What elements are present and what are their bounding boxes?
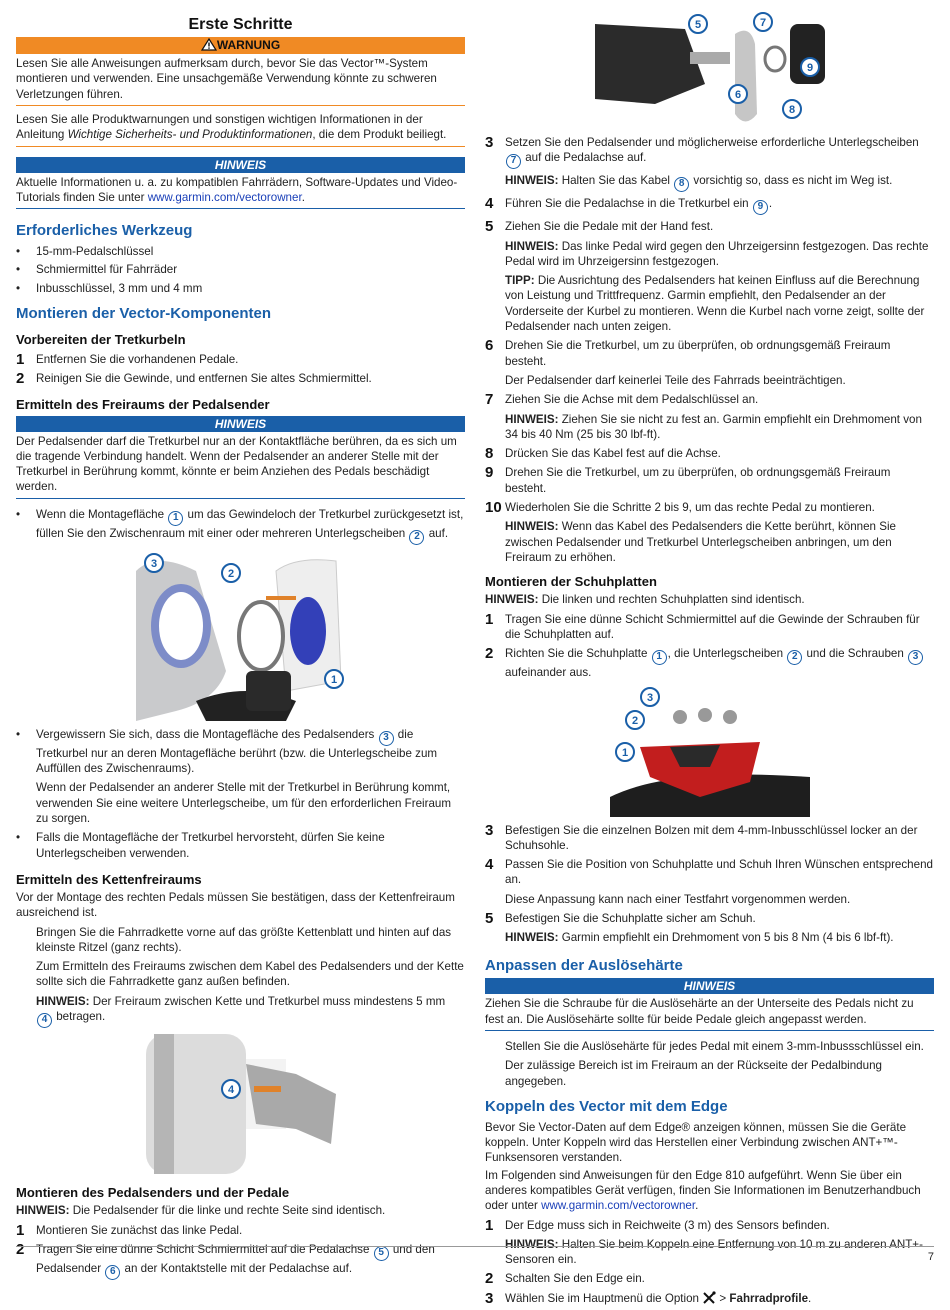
list-item: 3 Wählen Sie im Hauptmenü die Option > Fahrradprofile. <box>485 1289 812 1307</box>
pedal-heading: Montieren des Pedalsenders und der Pedale <box>16 1185 290 1201</box>
list-item: • Inbusschlüssel, 3 mm und 4 mm <box>16 281 465 296</box>
prep-heading: Vorbereiten der Tretkurbeln <box>16 331 186 347</box>
svg-text:9: 9 <box>806 62 813 74</box>
pair-paragraph: Bevor Sie Vector-Daten auf dem Edge® anzeigen können, müssen Sie die Geräte koppeln. Unter Koppeln wird das Herstellen einer Verbindung zwischen ANT+™-Funksensoren verstanden. <box>485 1120 907 1165</box>
list-item: 4 Passen Sie die Position von Schuhplatte und Schuh Ihren Wünschen entsprechend an. <box>485 856 933 887</box>
svg-text:1: 1 <box>621 746 628 759</box>
list-item: 8 Drücken Sie das Kabel fest auf die Achse. <box>485 445 721 463</box>
page-title: Erste Schritte <box>188 16 293 33</box>
wrench-screwdriver-icon <box>702 1291 716 1304</box>
callout-1-icon: 1 <box>652 650 667 665</box>
callout-3-icon: 3 <box>379 731 394 746</box>
svg-text:2: 2 <box>631 714 638 727</box>
pedal-assembly-figure <box>595 4 825 129</box>
warning-label: WARNUNG <box>216 38 281 53</box>
list-item: 9 Drehen Sie die Tretkurbel, um zu überprüfen, ob ordnungsgemäß Freiraum besteht. <box>485 464 891 495</box>
step-note: HINWEIS: Halten Sie beim Koppeln eine Entfernung von 10 m zu anderen ANT+-Sensoren ein. <box>505 1237 923 1267</box>
callout-5-icon: 5 <box>374 1246 389 1261</box>
callout-4-icon: 4 <box>37 1013 52 1028</box>
callout-3-icon: 3 <box>908 650 923 665</box>
step-note: HINWEIS: Wenn das Kabel des Pedalsenders die Kette berührt, können Sie zwischen Pedalsender und Tretkurbel Unterlegscheiben anbringen, um den Freiraum zu erhöhen. <box>505 520 896 564</box>
list-item: 7 Ziehen Sie die Achse mit dem Pedalschlüssel an. <box>485 391 759 409</box>
list-item: • Vergewissern Sie sich, dass die Montagefläche des Pedalsenders 3 die Tretkurbel nur an deren Montagefläche berührt (bzw. die Unterlegscheibe zum Auffüllen des Zwischenraums). <box>16 727 465 777</box>
note-text: Ziehen Sie die Schraube für die Auslösehärte an der Unterseite des Pedals nicht zu fest an. Die Auslösehärte sollte für beide Pedale gleich angepasst werden. <box>485 994 934 1031</box>
list-item: 2 Tragen Sie eine dünne Schicht Schmiermittel auf die Pedalachse 5 und den Pedalsender 6 an der Kontaktstelle mit der Pedalachse auf. <box>16 1242 465 1280</box>
list-item-sub: Wenn der Pedalsender an anderer Stelle mit der Tretkurbel in Berührung kommt, verwenden Sie eine weitere Unterlegscheibe, um für den erforderlichen Freiraum zu sorgen. <box>36 781 452 825</box>
note-bar: HINWEIS <box>485 978 934 994</box>
step-note: HINWEIS: Ziehen Sie sie nicht zu fest an. Garmin empfiehlt ein Drehmoment von 34 bis 40 Nm (25 bis 30 lbf-ft). <box>505 412 922 441</box>
cleat-figure <box>610 687 810 817</box>
svg-text:3: 3 <box>150 557 157 570</box>
step-sub: Diese Anpassung kann nach einer Testfahrt vorgenommen werden. <box>505 892 851 906</box>
chain-note: HINWEIS: Der Freiraum zwischen Kette und Tretkurbel muss mindestens 5 mm 4 betragen. <box>16 994 465 1028</box>
svg-text:2: 2 <box>227 567 234 580</box>
note-bar: HINWEIS <box>16 157 465 173</box>
list-item: 2 Reinigen Sie die Gewinde, und entfernen Sie altes Schmiermittel. <box>16 370 372 388</box>
callout-9-icon: 9 <box>753 200 768 215</box>
svg-text:5: 5 <box>694 19 701 31</box>
note-bar: HINWEIS <box>16 416 465 432</box>
callout-2-icon: 2 <box>787 650 802 665</box>
warning-text-2: Lesen Sie alle Produktwarnungen und sonstigen wichtigen Informationen in der Anleitung Wichtige Sicherheits- und Produktinformationen, die dem Produkt beiliegt. <box>16 106 465 147</box>
step-note: HINWEIS: Halten Sie das Kabel 8 vorsichtig so, dass es nicht im Weg ist. <box>485 173 934 192</box>
step-note: HINWEIS: Garmin empfiehlt ein Drehmoment von 5 bis 8 Nm (4 bis 6 lbf-ft). <box>505 931 894 945</box>
chain-paragraph: Bringen Sie die Fahrradkette vorne auf das größte Kettenblatt und hinten auf das kleinste Ritzel (ganz rechts). <box>36 925 452 954</box>
list-item: 1 Tragen Sie eine dünne Schicht Schmiermittel auf die Gewinde der Schrauben für die Schuhplatten auf. <box>485 610 920 641</box>
callout-7-icon: 7 <box>506 154 521 169</box>
cleat-heading: Montieren der Schuhplatten <box>485 574 657 590</box>
callout-2-icon: 2 <box>409 530 424 545</box>
chain-heading: Ermitteln des Kettenfreiraums <box>16 871 202 887</box>
warning-text: Lesen Sie alle Anweisungen aufmerksam durch, bevor Sie das Vector™-System montieren und verwenden. Eine unsachgemäße Verwendung könnte zu schweren Verletzungen führen. <box>16 54 465 106</box>
release-paragraph: Der zulässige Bereich ist im Freiraum an der Rückseite der Pedalbindung angegeben. <box>505 1059 882 1088</box>
step-note: HINWEIS: Das linke Pedal wird gegen den Uhrzeigersinn festgezogen. Das rechte Pedal wird im Uhrzeigersinn festgezogen. <box>505 239 929 268</box>
list-item: • Wenn die Montagefläche 1 um das Gewindeloch der Tretkurbel zurückgesetzt ist, füllen Sie den Zwischenraum mit einer oder mehreren Unterlegscheiben 2 auf. <box>16 507 465 545</box>
vectorowner-link[interactable]: www.garmin.com/vectorowner <box>147 190 302 204</box>
right-column <box>485 4 934 1310</box>
svg-text:6: 6 <box>734 89 741 101</box>
chain-intro: Vor der Montage des rechten Pedals müssen Sie bestätigen, dass der Kettenfreiraum ausreichend ist. <box>16 891 455 920</box>
crank-washer-figure <box>136 551 346 721</box>
list-item: 1 Montieren Sie zunächst das linke Pedal. <box>16 1221 243 1239</box>
svg-text:1: 1 <box>330 673 337 686</box>
warning-triangle-icon <box>201 38 217 51</box>
mount-heading: Montieren der Vector-Komponenten <box>16 304 272 322</box>
chain-paragraph: Zum Ermitteln des Freiraums zwischen dem Kabel des Pedalsenders und der Kette sollte sich die Fahrradkette ganz außen befinden. <box>36 960 464 989</box>
footer-divider <box>16 1246 934 1247</box>
warning-bar <box>16 37 465 54</box>
list-item: 3 Setzen Sie den Pedalsender und möglicherweise erforderliche Unterlegscheiben 7 auf die Pedalachse auf. <box>485 135 934 169</box>
callout-6-icon: 6 <box>105 1265 120 1280</box>
svg-text:7: 7 <box>759 17 766 29</box>
list-item: 3 Befestigen Sie die einzelnen Bolzen mit dem 4-mm-Inbusschlüssel locker an der Schuhsohle. <box>485 821 918 852</box>
list-item: 2 Richten Sie die Schuhplatte 1 , die Unterlegscheiben 2 und die Schrauben 3 aufeinander aus. <box>485 646 934 680</box>
cleat-note: HINWEIS: Die linken und rechten Schuhplatten sind identisch. <box>485 593 805 607</box>
step-tip: TIPP: Die Ausrichtung des Pedalsenders hat keinen Einfluss auf die Berechnung von Leistung und Trittfrequenz. Garmin empfiehlt, den Pedalsender an der Vorderseite der Kurbel zu montieren. Wenn die Kurbel nach vorne zeigt, sollte der Pedalsender nach unten zeigen. <box>505 274 925 334</box>
free-heading: Ermitteln des Freiraums der Pedalsender <box>16 397 270 413</box>
list-item: 6 Drehen Sie die Tretkurbel, um zu überprüfen, ob ordnungsgemäß Freiraum besteht. <box>485 337 891 368</box>
list-item: 2 Schalten Sie den Edge ein. <box>485 1270 645 1288</box>
list-item: 5 Ziehen Sie die Pedale mit der Hand fest. <box>485 218 714 236</box>
chain-clearance-figure <box>146 1034 336 1174</box>
list-item: • Falls die Montagefläche der Tretkurbel hervorsteht, dürfen Sie keine Unterlegscheiben verwenden. <box>16 830 465 861</box>
list-item: 5 Befestigen Sie die Schuhplatte sicher am Schuh. <box>485 910 756 928</box>
callout-8-icon: 8 <box>674 177 689 192</box>
pedal-note: HINWEIS: Die Pedalsender für die linke und rechte Seite sind identisch. <box>16 1204 386 1218</box>
list-item: 1 Entfernen Sie die vorhandenen Pedale. <box>16 350 239 368</box>
list-item: • Schmiermittel für Fahrräder <box>16 262 465 277</box>
vectorowner-link[interactable]: www.garmin.com/vectorowner <box>541 1199 696 1213</box>
list-item: 4 Führen Sie die Pedalachse in die Tretkurbel ein 9 . <box>485 196 934 215</box>
note-text: Der Pedalsender darf die Tretkurbel nur an der Kontaktfläche berühren, da es sich um die tragende Verbindung handelt. Wenn der Pedalsender an anderer Stelle mit der Tretkurbel in Berührung kommt, könnte er beim Anziehen des Pedals beschädigt werden. <box>16 432 465 499</box>
note-text: Aktuelle Informationen u. a. zu kompatiblen Fahrrädern, Software-Updates und Video-Tutorials finden Sie unter www.garmin.com/vectorowner. <box>16 173 465 210</box>
list-item: 1 Der Edge muss sich in Reichweite (3 m) des Sensors befinden. <box>485 1216 830 1234</box>
svg-text:3: 3 <box>646 691 653 704</box>
pair-heading: Koppeln des Vector mit dem Edge <box>485 1097 728 1115</box>
page-number: 7 <box>927 1251 934 1263</box>
pair-paragraph: Im Folgenden sind Anweisungen für den Edge 810 aufgeführt. Wenn Sie über ein anderes kompatibles Gerät verfügen, finden Sie Informationen im Benutzerhandbuch oder unter www.garmin.com/vectorowner. <box>485 1168 921 1213</box>
callout-1-icon: 1 <box>168 511 183 526</box>
release-heading: Anpassen der Auslösehärte <box>485 956 683 974</box>
release-paragraph: Stellen Sie die Auslösehärte für jedes Pedal mit einem 3-mm-Inbussschlüssel ein. <box>505 1040 924 1054</box>
list-item: 10 Wiederholen Sie die Schritte 2 bis 9, um das rechte Pedal zu montieren. <box>485 499 875 517</box>
step-sub: Der Pedalsender darf keinerlei Teile des Fahrrads beeinträchtigen. <box>505 373 846 387</box>
svg-text:4: 4 <box>227 1084 234 1097</box>
left-column <box>16 12 465 1284</box>
list-item: • 15-mm-Pedalschlüssel <box>16 244 465 259</box>
tools-heading: Erforderliches Werkzeug <box>16 222 193 240</box>
svg-text:8: 8 <box>788 104 795 116</box>
